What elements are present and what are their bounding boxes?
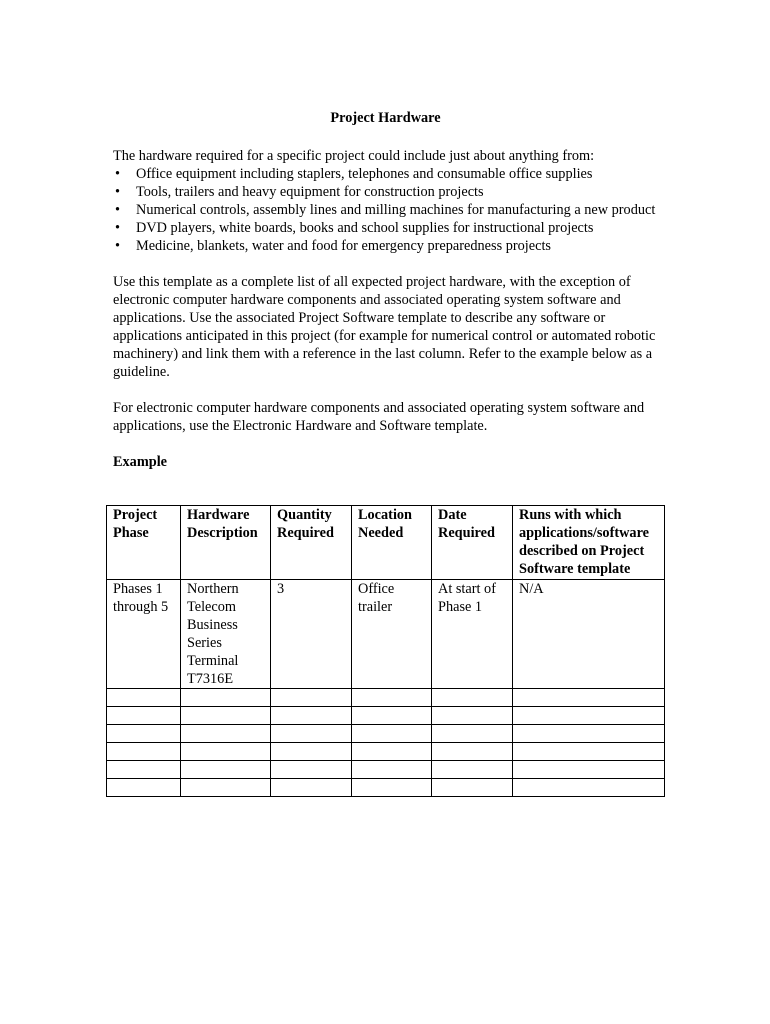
- table-row: [107, 761, 665, 779]
- table-row: [107, 707, 665, 725]
- list-item: • DVD players, white boards, books and school supplies for instructional projects: [113, 219, 673, 237]
- empty-cell: [432, 761, 513, 779]
- table-row: [107, 779, 665, 797]
- cell-hardware-description: Northern Telecom Business Series Terminal T7316E: [181, 580, 271, 689]
- header-location-needed: Location Needed: [352, 506, 432, 580]
- empty-cell: [107, 689, 181, 707]
- intro-text: The hardware required for a specific project could include just about anything from:: [113, 148, 595, 164]
- empty-cell: [271, 725, 352, 743]
- empty-cell: [352, 743, 432, 761]
- empty-cell: [271, 707, 352, 725]
- empty-cell: [107, 725, 181, 743]
- header-quantity-required: Quantity Required: [271, 506, 352, 580]
- page-title: Project Hardware: [330, 110, 441, 126]
- empty-cell: [107, 761, 181, 779]
- empty-cell: [181, 689, 271, 707]
- empty-cell: [352, 779, 432, 797]
- cell-project-phase: Phases 1 through 5: [107, 580, 181, 689]
- empty-cell: [432, 725, 513, 743]
- cell-quantity: 3: [271, 580, 352, 689]
- spacer: [113, 381, 673, 399]
- header-runs-with-software: Runs with which applications/software described on Project Software template: [513, 506, 665, 580]
- empty-cell: [181, 725, 271, 743]
- hardware-table: [106, 505, 665, 797]
- empty-cell: [181, 761, 271, 779]
- list-item: • Tools, trailers and heavy equipment for construction projects: [113, 183, 673, 201]
- empty-cell: [352, 725, 432, 743]
- empty-cell: [513, 689, 665, 707]
- list-item: • Medicine, blankets, water and food for emergency preparedness projects: [113, 237, 673, 255]
- header-hardware-description: Hardware Description: [181, 506, 271, 580]
- table-row: [107, 725, 665, 743]
- list-item: • Office equipment including staplers, telephones and consumable office supplies: [113, 165, 673, 183]
- spacer: [113, 255, 673, 273]
- electronic-hardware-paragraph: For electronic computer hardware components and associated operating system software and applications, use the Electronic Hardware and Software template.: [113, 400, 645, 434]
- example-heading: Example: [113, 454, 168, 470]
- header-project-phase: Project Phase: [107, 506, 181, 580]
- table-header-row: [107, 506, 665, 580]
- empty-cell: [432, 743, 513, 761]
- empty-cell: [352, 689, 432, 707]
- empty-cell: [513, 779, 665, 797]
- empty-cell: [352, 761, 432, 779]
- empty-cell: [352, 707, 432, 725]
- empty-cell: [432, 779, 513, 797]
- table-row: [107, 580, 665, 689]
- empty-cell: [271, 743, 352, 761]
- document-body: [113, 109, 673, 479]
- empty-cell: [432, 689, 513, 707]
- empty-cell: [271, 779, 352, 797]
- cell-location: Office trailer: [352, 580, 432, 689]
- cell-runs-with: N/A: [513, 580, 665, 689]
- empty-cell: [181, 743, 271, 761]
- empty-cell: [181, 707, 271, 725]
- empty-cell: [513, 761, 665, 779]
- list-item: • Numerical controls, assembly lines and milling machines for manufacturing a new product: [113, 201, 673, 219]
- empty-cell: [271, 689, 352, 707]
- empty-cell: [432, 707, 513, 725]
- empty-cell: [513, 707, 665, 725]
- hardware-examples-list: [113, 165, 673, 255]
- empty-cell: [513, 743, 665, 761]
- empty-cell: [513, 725, 665, 743]
- table-row: [107, 743, 665, 761]
- header-date-required: Date Required: [432, 506, 513, 580]
- empty-cell: [107, 743, 181, 761]
- empty-cell: [107, 779, 181, 797]
- table-row: [107, 689, 665, 707]
- spacer: [113, 435, 673, 453]
- empty-cell: [271, 761, 352, 779]
- template-usage-paragraph: Use this template as a complete list of all expected project hardware, with the exception of electronic computer hardware components and associated operating system software and applications. Use the associated Project Software template to describe any software or applications anticipated in this project (for example for numerical control or automated robotic machinery) and link them with a reference in the last column. Refer to the example below as a guideline.: [113, 274, 656, 380]
- empty-cell: [181, 779, 271, 797]
- empty-cell: [107, 707, 181, 725]
- cell-date: At start of Phase 1: [432, 580, 513, 689]
